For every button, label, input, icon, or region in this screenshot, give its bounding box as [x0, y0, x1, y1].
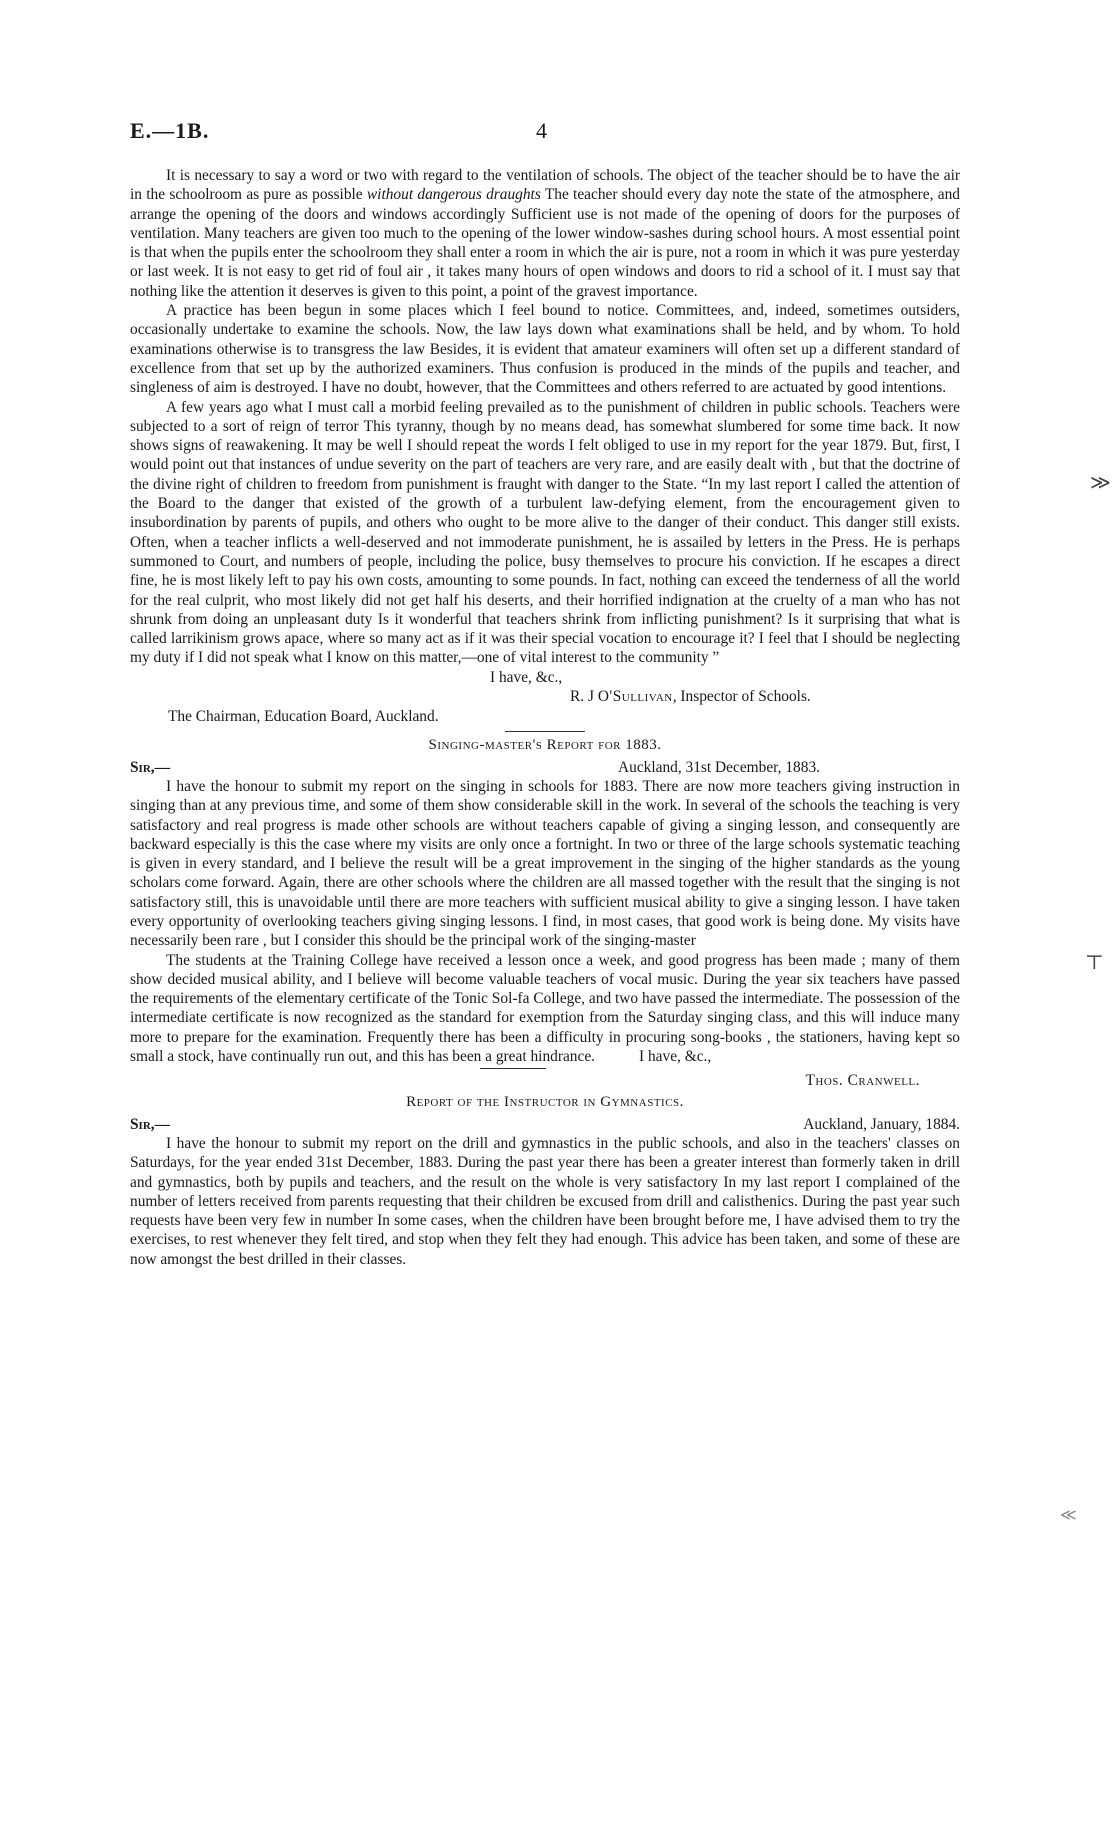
addressee: The Chairman, Education Board, Auckland. [168, 708, 439, 726]
salutation: Sir,— [130, 758, 171, 776]
closing-phrase: I have, &c., [639, 1048, 712, 1066]
margin-tick-mark: ⊤ [1085, 952, 1104, 974]
gymnastics-paragraph: I have the honour to submit my report on the drill and gymnastics in the public schools, and also in the teachers' classes on Saturdays, for the year ended 31st December, 1883. During the past year there has been a greater interest than formerly taken in drill and gymnastics, both by pupils and teachers, and the result on the whole is very satisfactory In my last report I complained of the number of letters received from parents requesting that their children be excused from drill and calisthenics. During the past year such requests have been very few in number In some cases, when the children have been brought before me, I have advised them to try the exercises, to rest whenever they felt tired, and stop when they felt they had enough. This advice has been taken, and some of these are now amongst the best drilled in their classes. [130, 1134, 960, 1268]
singing-salutation-row [130, 758, 960, 777]
margin-tick-mark: ≫ [1090, 472, 1111, 494]
training-college-paragraph: The students at the Training College have received a lesson once a week, and good progress has been made ; many of them show decided musical ability, and I believe will become valuable teachers of vocal music. During the year six teachers have passed the requirements of the elementary certificate of the Tonic Sol-fa College, and two have passed the intermediate. The possession of the intermediate certificate is now recognized as the standard for exemption from the Saturday singing class, and this will induce many more to prepare for the examination. Frequently there has been a difficulty in procuring song-books , the stationers, having kept so small a stock, have continually run out, and this has been a great hindrance. I have, &c., [130, 951, 960, 1066]
page-number: 4 [536, 118, 547, 143]
singing-paragraph: I have the honour to submit my report on the singing in schools for 1883. There are now more teachers giving instruction in singing than at any previous time, and some of them show considerable skill in the work. In several of the schools the teaching is very satisfactory and real progress is made other schools are without teachers capable of giving a singing lesson, and consequently are backward especially is this the case where my visits are only once a fortnight. In two or three of the large schools systematic teaching is given in every standard, and I believe the result will be a great improvement in the singing of the higher standards as the young scholars come forward. Again, there are other schools where the children are all massed together with the result that the singing is not satisfactory still, this is unavoidable until there are more teachers with sufficient musical ability to give a singing lesson. I have taken every opportunity of overlooking teachers giving singing lessons. I find, in most cases, that good work is being done. My visits have necessarily been rare , but I consider this should be the principal work of the singing-master [130, 777, 960, 950]
emphasis-text: without dangerous draughts [366, 186, 541, 204]
margin-tick-mark: ≪ [1060, 1507, 1077, 1524]
gymnastics-report-title: Report of the Instructor in Gymnastics. [406, 1093, 684, 1110]
closing-phrase: I have, &c., [490, 668, 563, 686]
section-divider [480, 1068, 546, 1069]
dateline: Auckland, 31st December, 1883. [618, 758, 820, 776]
dateline: Auckland, January, 1884. [803, 1115, 960, 1133]
document-reference: E.—1B. [130, 118, 210, 143]
page-header [130, 118, 990, 148]
section-divider [505, 731, 585, 732]
punishment-paragraph: A few years ago what I must call a morbid feeling prevailed as to the punishment of children in public schools. Teachers were subjected to a sort of reign of terror This tyranny, though by no means dead, has somewhat slumbered for some time back. It now shows signs of reawakening. It may be well I should repeat the words I felt obliged to use in my report for the year 1879. But, first, I would point out that instances of undue severity on the part of teachers are very rare, and are easily dealt with , but that the doctrine of the divine right of children to freedom from punishment is fraught with danger to the State. “In my last report I called the attention of the Board to the danger that existed of the growth of a turbulent law-defying element, from the encouragement given to insubordination by parents of pupils, and others who ought to be more alive to the danger of their conduct. This danger still exists. Often, when a teacher inflicts a well-deserved and not immoderate punishment, he is assailed by letters in the Press. He is perhaps summoned to Court, and numbers of people, including the police, busy themselves to procure his conviction. If he escapes a direct fine, he is most likely left to pay his own costs, amounting to some pounds. In fact, nothing can exceed the tenderness of all the world for the real culprit, who most likely did not get half his deserts, and their horrified indignation at the cruelty of a man who has not shrunk from doing an unpleasant duty Is it wonderful that teachers shrink from inflicting punishment? Is it surprising that what is called larrikinism grows apace, where so many act as if it was their special vocation to encourage it? I feel that I should be neglecting my duty if I did not speak what I know on this matter,—one of vital interest to the community ” [130, 398, 960, 667]
singing-master-signature: Thos. Cranwell. [805, 1072, 920, 1090]
document-body [130, 166, 960, 1269]
salutation: Sir,— [130, 1115, 171, 1133]
gymnastics-salutation-row [130, 1115, 960, 1134]
ventilation-paragraph: It is necessary to say a word or two with regard to the ventilation of schools. The object of the teacher should be to have the air in the schoolroom as pure as possible without dangerous draughts The teacher should every day note the state of the atmosphere, and arrange the opening of the doors and windows accordingly Sufficient use is not made of the opening of doors for the purposes of ventilation. Many teachers are given too much to the opening of the lower window-sashes during school hours. A most essential point is that when the pupils enter the schoolroom they shall enter a room in which the air is pure, not a room in which it was pure yesterday or last week. It is not easy to get rid of foul air , it takes many hours of open windows and doors to rid a school of it. I must say that nothing like the attention it deserves is given to this point, a point of the gravest importance. [130, 167, 960, 300]
inspector-signature: R. J O'Sullivan, Inspector of Schools. [570, 688, 811, 706]
singing-report-title: Singing-master's Report for 1883. [428, 736, 662, 753]
examinations-paragraph: A practice has been begun in some places which I feel bound to notice. Committees, and, indeed, sometimes outsiders, occasionally undertake to examine the schools. Now, the law lays down what examinations shall be held, and by whom. To hold examinations otherwise is to transgress the law Besides, it is evident that amateur examiners will often set up a different standard of excellence from that set up by the authorized examiners. Thus confusion is produced in the minds of the pupils and teacher, and singleness of aim is destroyed. I have no doubt, however, that the Committees and others referred to are actuated by good intentions. [130, 302, 960, 397]
